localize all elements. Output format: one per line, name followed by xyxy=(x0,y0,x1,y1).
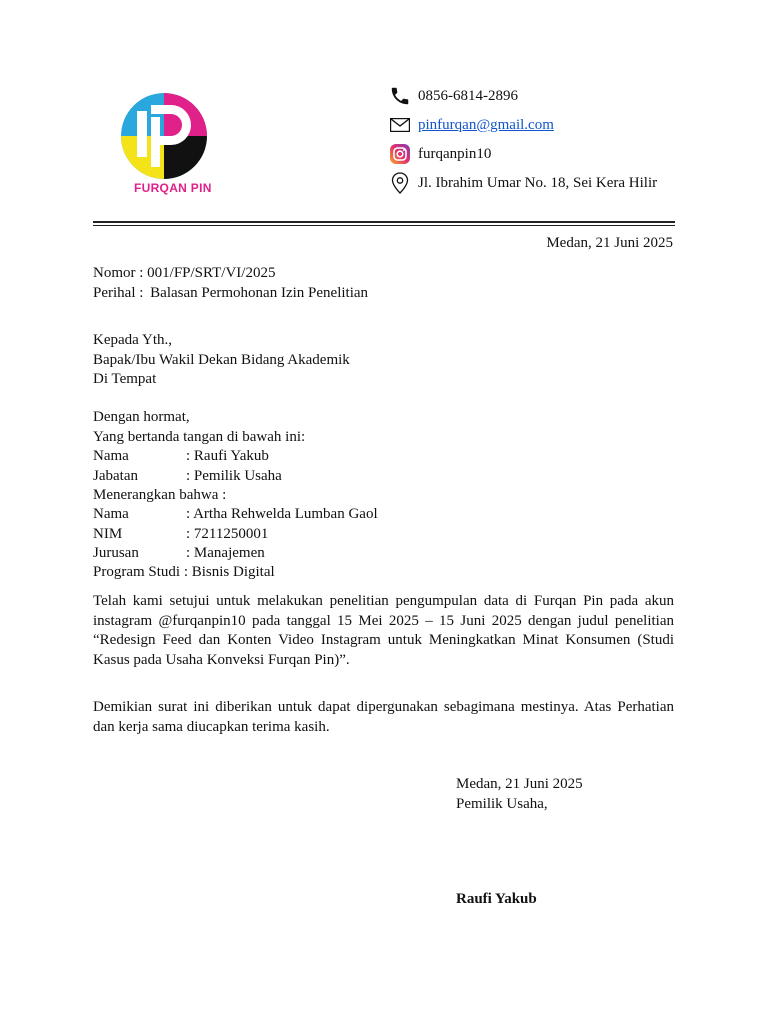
subject-value: Balasan Permohonan Izin Penelitian xyxy=(150,284,369,301)
greeting: Dengan hormat, xyxy=(93,409,190,425)
intro-text: Yang bertanda tangan di bawah ini: xyxy=(93,428,306,445)
mail-icon xyxy=(388,113,412,137)
contact-address xyxy=(388,171,657,195)
address-text: Jl. Ibrahim Umar No. 18, Sei Kera Hilir xyxy=(418,174,658,191)
location-pin-icon xyxy=(388,171,412,195)
logo-text: FURQAN PIN xyxy=(134,181,212,195)
field-value: : 7211250001 xyxy=(186,525,269,542)
closing-paragraph: Demikian surat ini diberikan untuk dapat dipergunakan sebagimana mestinya. Atas Perhatian dan kerja sama diucapkan terima kasih. xyxy=(93,699,674,735)
field-label: Jurusan xyxy=(93,545,139,561)
contact-email xyxy=(388,113,554,137)
field-value: : Artha Rehwelda Lumban Gaol xyxy=(186,506,378,522)
field-label: Nama xyxy=(93,448,129,464)
letter-number: Nomor : 001/FP/SRT/VI/2025 xyxy=(93,265,276,281)
field-row xyxy=(93,505,378,525)
signature-name: Raufi Yakub xyxy=(456,891,537,907)
field-label: Nama xyxy=(93,506,129,522)
field-row xyxy=(93,467,282,487)
header-divider-thin xyxy=(93,225,675,226)
signature-title: Pemilik Usaha, xyxy=(456,796,548,812)
body-paragraph: Telah kami setujui untuk melakukan penelitian pengumpulan data di Furqan Pin pada akun instagram @furqanpin10 pada tanggal 15 Mei 2025 – 15 Juni 2025 dengan judul penelitian “Redesign Feed dan Konten Video Instagram untuk Meningkatkan Minat Konsumen (Studi Kasus pada Usaha Konveksi Furqan Pin)”. xyxy=(93,593,674,668)
field-value: : Raufi Yakub xyxy=(186,448,269,464)
field-row xyxy=(93,544,265,564)
header-divider-thick xyxy=(93,221,675,223)
contact-phone xyxy=(388,84,518,108)
program-studi: Program Studi : Bisnis Digital xyxy=(93,564,275,580)
phone-icon xyxy=(388,84,412,108)
logo-mark xyxy=(117,93,211,183)
field-row xyxy=(93,525,268,545)
field-value: : Manajemen xyxy=(186,545,265,561)
instagram-handle: furqanpin10 xyxy=(418,145,492,162)
email-link[interactable]: pinfurqan@gmail.com xyxy=(418,116,554,133)
letter-subject xyxy=(93,284,368,304)
recipient-place: Di Tempat xyxy=(93,371,157,387)
signature-place-date: Medan, 21 Juni 2025 xyxy=(456,776,583,792)
declares-text: Menerangkan bahwa : xyxy=(93,487,227,503)
field-label: NIM xyxy=(93,525,123,542)
recipient-salutation: Kepada Yth., xyxy=(93,332,172,348)
field-value: : Pemilik Usaha xyxy=(186,467,282,484)
recipient-name: Bapak/Ibu Wakil Dekan Bidang Akademik xyxy=(93,351,350,368)
subject-label: Perihal : xyxy=(93,284,144,301)
instagram-icon xyxy=(388,142,412,166)
field-row xyxy=(93,447,269,467)
contact-instagram xyxy=(388,142,491,166)
field-label: Jabatan xyxy=(93,467,138,484)
phone-number: 0856-6814-2896 xyxy=(418,87,518,104)
letter-date: Medan, 21 Juni 2025 xyxy=(546,235,673,251)
company-logo xyxy=(117,93,211,199)
